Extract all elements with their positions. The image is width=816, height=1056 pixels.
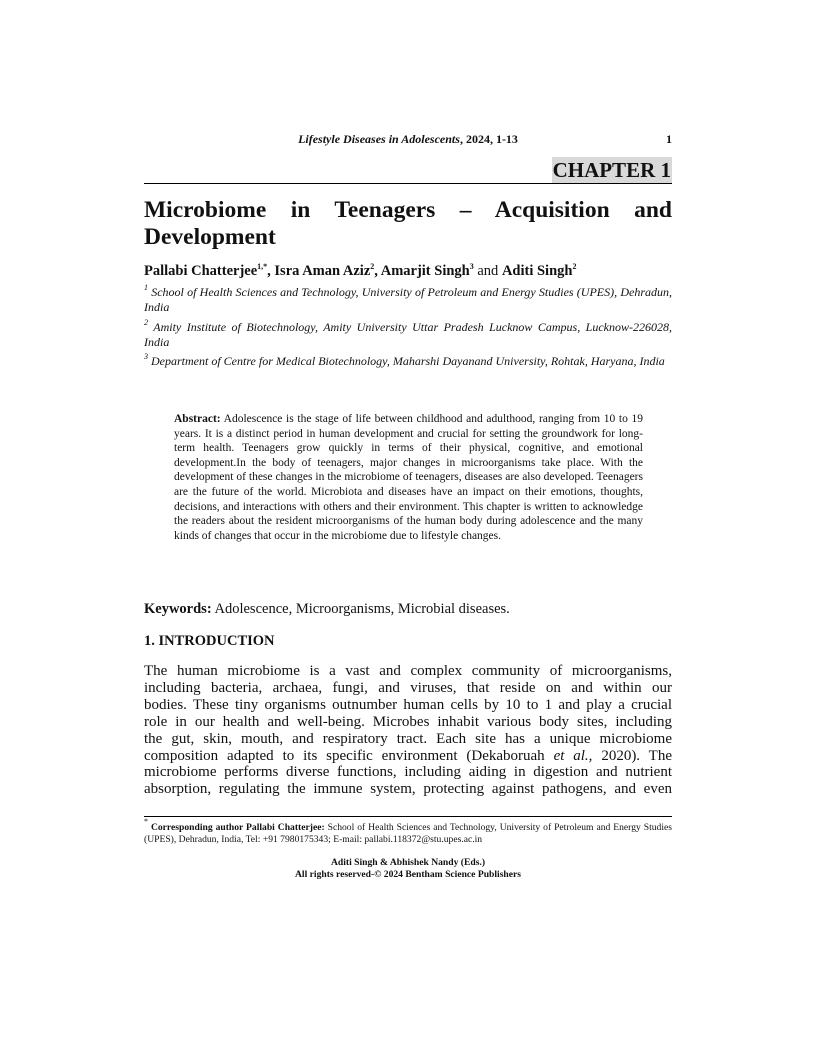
paragraph-line: microbiome performs diverse functions, including aiding in digestion and nutrient <box>144 764 672 781</box>
author-name: Aditi Singh <box>501 263 573 279</box>
page-number: 1 <box>666 132 672 146</box>
author-name: Pallabi Chatterjee <box>144 263 258 279</box>
affiliation-number: 2 <box>144 318 148 327</box>
running-title <box>144 132 672 147</box>
affiliation-text: School of Health Sciences and Technology, University of Petroleum and Energy Studies (UPES), Dehradun, India <box>144 285 673 314</box>
abstract-label: Abstract: <box>174 413 221 425</box>
author-affiliation-marker: 1,* <box>257 262 268 271</box>
affiliation <box>144 354 672 369</box>
footnote-text: School of Health Sciences and Technology, University of Petroleum and Energy Studies (UPES), Dehradun, India, Tel: +91 7980175343; E-mail: pallabi.118372@stu.upes.ac.in <box>144 822 672 846</box>
journal-year-pages: , 2024, 1-13 <box>459 132 518 146</box>
author-name: Amarjit Singh <box>380 263 470 279</box>
keywords-text: Adolescence, Microorganisms, Microbial diseases. <box>214 601 510 617</box>
author-name: Isra Aman Aziz <box>274 263 371 279</box>
affiliation-number: 1 <box>144 283 148 292</box>
keywords-label: Keywords: <box>144 601 212 617</box>
affiliation-text: Amity Institute of Biotechnology, Amity University Uttar Pradesh Lucknow Campus, Lucknow-226028, India <box>144 320 672 349</box>
keywords <box>144 600 672 618</box>
abstract-text: Adolescence is the stage of life between childhood and adulthood, ranging from 10 to 19 years. It is a distinct period in human development and crucial for setting the groundwork for long-term health. Teenagers grow quickly in terms of their physical, cognitive, and emotional development.In the body of teenagers, major changes in microorganisms take place. With the development of these changes in the microbiome of teenagers, diseases are also developed. Teenagers are the future of the world. Microbiota and diseases have an impact on their emotions, thoughts, decisions, and interactions with others and their environment. This chapter is written to acknowledge the readers about the resident microorganisms of the human body during adolescence and the many kinds of changes that occur in the microbiome due to lifestyle changes. <box>174 413 643 542</box>
footnote-divider <box>144 816 672 817</box>
journal-title: Lifestyle Diseases in Adolescents <box>298 132 460 146</box>
affiliation-text: Department of Centre for Medical Biotechnology, Maharshi Dayanand University, Rohtak, Haryana, India <box>151 354 665 368</box>
footnote <box>144 817 672 847</box>
abstract <box>174 412 643 543</box>
affiliation-number: 3 <box>144 352 148 361</box>
paragraph-line: the gut, skin, mouth, and respiratory tract. Each site has a unique microbiome <box>144 730 672 747</box>
author-list <box>144 262 672 280</box>
section-heading: 1. INTRODUCTION <box>144 633 275 649</box>
running-head <box>144 132 672 148</box>
paragraph-line: role in our health and well-being. Microbes inhabit various body sites, including <box>144 713 672 730</box>
editors-line: Aditi Singh & Abhishek Nandy (Eds.) <box>330 857 486 868</box>
author-affiliation-marker: 3 <box>469 262 474 271</box>
publisher-info <box>144 857 672 881</box>
footnote-label: Corresponding author Pallabi Chatterjee: <box>150 822 325 833</box>
author-affiliation-marker: 2 <box>370 262 375 271</box>
author-affiliation-marker: 2 <box>572 262 577 271</box>
footnote-marker: * <box>144 817 148 826</box>
paragraph-line: bodies. These tiny organisms outnumber human cells by 10 to 1 and play a crucial <box>144 696 672 713</box>
chapter-label: CHAPTER 1 <box>552 158 671 182</box>
paragraph-line-with-citation <box>144 748 672 765</box>
author-separator: and <box>473 263 502 279</box>
chapter-title: Microbiome in Teenagers – Acquisition and Development <box>144 197 672 250</box>
line-text: composition adapted to its specific environment (Dekaboruah <box>144 747 554 764</box>
affiliation <box>144 320 672 350</box>
chapter-header <box>144 157 672 184</box>
citation-year: 2020). The <box>592 747 672 764</box>
affiliation <box>144 285 672 315</box>
paragraph-line: The human microbiome is a vast and complex community of microorganisms, <box>144 663 672 679</box>
introduction-paragraph <box>144 663 672 798</box>
paragraph-line: including bacteria, archaea, fungi, and viruses, that reside on and within our <box>144 679 672 696</box>
author-separator: , <box>267 263 275 279</box>
citation-etal: et al., <box>553 747 593 764</box>
copyright-line: All rights reserved-© 2024 Bentham Science Publishers <box>294 869 522 880</box>
author-separator: , <box>374 263 381 279</box>
paragraph-line: absorption, regulating the immune system, protecting against pathogens, and even <box>144 781 672 798</box>
